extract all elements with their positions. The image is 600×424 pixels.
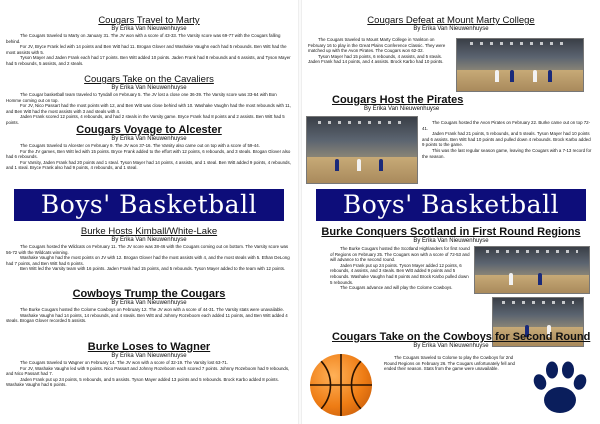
- article-headline: Cougars Take on the Cowboys for Second Round: [332, 331, 591, 343]
- article-paragraph: This was the last regular season game, leaving the Cougars with a 7-13 record for the season.: [422, 147, 592, 159]
- article-paragraph: The Burke Cougars hosted the Scotland Highlanders for first round of Regions on February 25. The Cougars won with a score of 72-53 and will advance to the second round.: [330, 246, 470, 263]
- article-paragraph: Jaden Frank scored 12 points, 4 rebounds, and had 2 steals in the Varsity game. Bryce Frank had 8 points and 2 assists. Ben Witt had 5 points.: [6, 114, 285, 125]
- article-headline: Cougars Take on the Cavaliers: [84, 74, 214, 85]
- article-paragraph: Tyson Mayer and Jaden Frank each had 17 points. Ben Witt added 10 points. Jaden Frank had 8 rebounds and 6 assists, and Tyson Mayer had 5 rebounds, 5 assists, and 2 steals.: [6, 55, 291, 66]
- game-photo: [456, 38, 584, 92]
- article-body: [0, 360, 298, 388]
- article-host-pirates: [302, 94, 600, 159]
- article-paragraph: For Varsity, Jaden Frank had 20 points and 1 steal. Tyson Mayer had 14 points, 4 assists, and 1 steal. Ben Witt added 9 points, 4 rebounds, and 1 steal. Bryce Frank also had 9 points, 4 rebounds, and 1 steal.: [6, 159, 291, 171]
- article-headline: Burke Loses to Wagner: [87, 341, 211, 353]
- article-body: [384, 355, 520, 372]
- article-byline: By Erika Van Nieuwenhuyse: [111, 237, 187, 243]
- article-paragraph: The Cougars traveled to Mount Marty College in Yankton on February 16 to play in the Great Plains Conference Classic. They were matched up with the Avon Pirates. The Cougars won 62-32.: [308, 37, 446, 54]
- article-paragraph: For JV, Nico Passart had the most points with 12, and Ben Witt was close behind with 10. Washake Vaughn had the most rebounds with 11, and Ben Witt had the most assists with 3 and steals with 4.: [6, 103, 291, 114]
- article-headline: Cougars Defeat at Mount Marty College: [367, 15, 535, 26]
- article-byline: By Erika Van Nieuwenhuyse: [413, 343, 489, 349]
- article-paragraph: The Cougars traveled to Colome to play the Cowboys for 2nd Round Regions on February 26. The Cougars unfortunately fell and ended their season. Stats from the game were unavailable.: [384, 355, 515, 372]
- article-headline: Cougars Voyage to Alcester: [76, 124, 222, 136]
- article-byline: By Erika Van Nieuwenhuyse: [111, 136, 187, 142]
- article-body: [308, 37, 450, 65]
- basketball-icon: [310, 354, 372, 416]
- article-loses-to-wagner: [0, 341, 298, 388]
- article-paragraph: The Cougars advance and will play the Colome Cowboys.: [340, 285, 453, 291]
- article-paragraph: The Cougars traveled to Marty on January 31. The JV won with a score of 43-33. The Varsity score was 69-77 with the Cougars falling behind.: [6, 33, 281, 44]
- article-body: [0, 33, 298, 67]
- article-conquers-scotland: [302, 226, 600, 291]
- article-paragraph: For JV, Washake Vaughn led with 9 points. Nico Passart and Johnny Rozeboom each scored 7 points. Johnny Rozeboom had 9 rebounds, and Nico Passart had 7.: [6, 365, 290, 377]
- article-paragraph: Washake Vaughn had 14 points, 14 rebounds, and 4 steals. Ben Witt and Johnny Rozeboom each added 11 points, and Ben Witt added 4 steals. Brogan Glover recorded 5 assists.: [6, 312, 288, 324]
- article-mount-marty: [302, 15, 600, 65]
- article-cowboys-trump: [0, 288, 298, 324]
- article-take-on-cowboys: [302, 331, 600, 372]
- section-banner: Boys' Basketball: [14, 189, 284, 221]
- article-headline: Burke Hosts Kimball/White-Lake: [80, 226, 218, 237]
- article-body: [330, 246, 470, 291]
- article-travel-to-marty: [0, 15, 298, 67]
- article-paragraph: For the JV games, Ben Witt led with 15 points. Bryce Frank added to the effort with 12 points, 6 rebounds, and 3 steals. Brogan Glover also had 6 rebounds.: [6, 148, 291, 160]
- article-paragraph: The Cougars hosted the Avon Pirates on February 22. Burke came out on top 72-41.: [422, 120, 591, 131]
- article-paragraph: The Cougars traveled to Wagner on February 14. The JV won with a score of 32-19. The Varsity lost 63-71.: [20, 360, 229, 365]
- paw-print-icon: [528, 358, 592, 418]
- article-body: [0, 307, 298, 324]
- article-byline: By Erika Van Nieuwenhuyse: [413, 238, 489, 244]
- article-paragraph: Jaden Frank put up 24 points, 5 rebounds, and 5 assists. Tyson Mayer added 13 points and 5 rebounds. Brock Karbo added 8 points. Washake Vaughn had 6 points.: [6, 376, 279, 388]
- article-paragraph: Tyson Mayer had 15 points, 6 rebounds, 4 assists, and 5 steals. Jaden Frank had 14 points, and 4 assists. Brock Karbo had 10 points.: [308, 53, 444, 65]
- article-paragraph: The Cougars traveled to Alcester on February 9. The JV won 37-16. The Varsity also came out on top with a score of 59-44.: [20, 143, 260, 148]
- article-paragraph: The Cougars hosted the Wildcats on February 11. The JV score was 38-46 with the Cougars coming out on bottom. The Varsity score was 56-72 with the Wildcats winning.: [6, 244, 289, 255]
- article-byline: By Erika Van Nieuwenhuyse: [364, 106, 440, 112]
- article-headline: Cougars Travel to Marty: [98, 15, 200, 26]
- game-photo: [474, 246, 590, 294]
- article-byline: By Erika Van Nieuwenhuyse: [111, 26, 187, 32]
- article-body: [0, 92, 298, 126]
- article-paragraph: Washake Vaughn had the most points on JV with 12. Brogan Glover had the most assists with 4, and the most steals with 5. Ethan DeLong had 7 points, and Ben Witt had 6 points.: [6, 255, 290, 266]
- right-page: [302, 0, 600, 424]
- article-paragraph: For JV, Bryce Frank led with 14 points and Ben Witt had 11. Brogan Glover and Washake Vaughn each had 5 rebounds. Ben Witt had the most assists with 5.: [6, 44, 287, 55]
- article-headline: Cougars Host the Pirates: [332, 94, 464, 106]
- left-page: [0, 0, 298, 424]
- article-voyage-to-alcester: [0, 124, 298, 171]
- article-take-on-cavaliers: [0, 74, 298, 126]
- article-headline: Burke Conquers Scotland in First Round Regions: [321, 226, 581, 238]
- game-photo: [306, 116, 418, 184]
- article-body: [422, 120, 594, 159]
- article-hosts-kimball: [0, 226, 298, 272]
- article-paragraph: Ben Witt led the Varsity team with 16 points. Jaden Frank had 15 points, and 5 rebounds. Tyson Mayer added to the team with 12 points.: [20, 266, 286, 272]
- article-byline: By Erika Van Nieuwenhuyse: [111, 353, 187, 359]
- article-body: [0, 143, 298, 171]
- article-headline: Cowboys Trump the Cougars: [72, 288, 226, 300]
- article-paragraph: Jaden Frank put up 24 points. Tyson Mayer added 12 points, 6 rebounds, 4 assists, and 3 steals. Ben Witt added 9 points and 5 rebounds. Washake Vaughn had 8 points and Brock Karbo pulled down 5 rebounds.: [330, 262, 469, 285]
- article-paragraph: Jaden Frank had 21 points, 5 rebounds, and 5 steals. Tyson Mayer had 10 points and 6 assists. Ben Witt had 10 points and pulled down 4 rebounds. Brock Karbo added 9 points to the game.: [422, 131, 591, 148]
- article-byline: By Erika Van Nieuwenhuyse: [413, 26, 489, 32]
- article-byline: By Erika Van Nieuwenhuyse: [111, 300, 187, 306]
- article-body: [0, 244, 298, 272]
- article-byline: By Erika Van Nieuwenhuyse: [111, 85, 187, 91]
- section-banner: Boys' Basketball: [316, 189, 586, 221]
- article-paragraph: The Burke Cougars hosted the Colome Cowboys on February 12. The JV won with a score of 44-31. The Varsity stats were unavailable.: [20, 307, 285, 312]
- article-paragraph: The Cougar basketball team traveled to Tyndall on February 5. The JV lost a close one 36-39. The Varsity score was 33-64 with Bon Homme coming out on top.: [6, 92, 277, 103]
